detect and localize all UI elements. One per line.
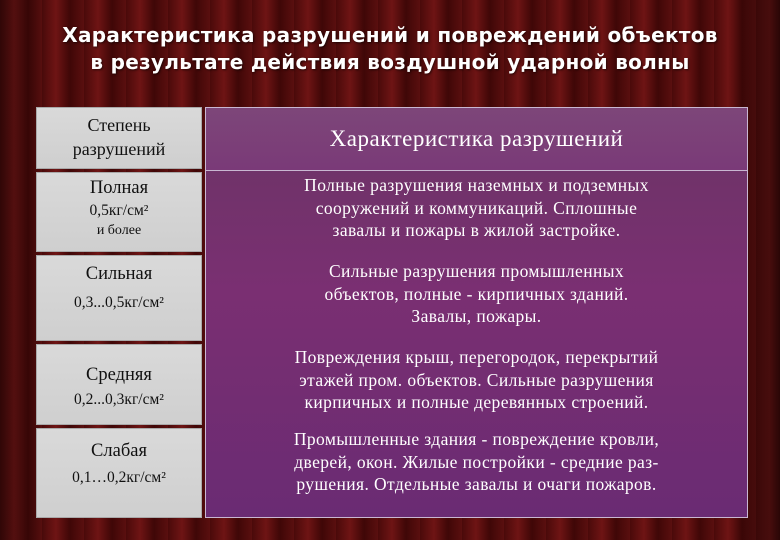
description-line: сооружений и коммуникаций. Сплошные [315, 197, 638, 218]
degree-pressure: 0,5кг/см² [89, 202, 149, 219]
description-line: Промышленные здания - повреждение кровли, [293, 429, 660, 449]
degree-name: Сильная [85, 264, 153, 284]
degree-pressure-extra: и более [96, 223, 142, 238]
slide-title [0, 22, 780, 76]
degree-pressure: 0,2...0,3кг/см² [74, 391, 164, 408]
description-weak [206, 428, 747, 496]
description-medium [206, 346, 747, 414]
degree-name: Полная [89, 178, 149, 198]
slide-title-line-1: Характеристика разрушений и повреждений объектов [62, 23, 718, 47]
degree-cell-medium [36, 344, 202, 425]
description-full [206, 174, 747, 242]
description-line: кирпичных и полные деревянных строений. [304, 392, 649, 412]
header-characteristics-cell [206, 108, 747, 171]
description-line: Повреждения крыш, перегородок, перекрытий [294, 347, 659, 367]
degree-pressure: 0,1…0,2кг/см² [72, 469, 166, 486]
description-line: этажей пром. объектов. Сильные разрушения [299, 369, 654, 390]
description-line: Полные разрушения наземных и подземных [304, 175, 649, 195]
header-degree-line-2: разрушений [72, 139, 166, 159]
degree-name: Слабая [91, 441, 147, 461]
description-line: Завалы, пожары. [411, 306, 542, 326]
header-characteristics: Характеристика разрушений [329, 126, 624, 151]
description-line: объектов, полные - кирпичных зданий. [324, 283, 629, 304]
description-line: дверей, окон. Жилые постройки - средние раз- [294, 451, 659, 472]
degree-name: Средняя [86, 365, 152, 385]
slide-title-line-2: в результате действия воздушной ударной волны [90, 50, 690, 74]
degree-pressure: 0,3...0,5кг/см² [74, 294, 164, 311]
description-line: завалы и пожары в жилой застройке. [332, 220, 621, 240]
header-degree-line-1: Степень [87, 115, 151, 135]
degree-cell-full [36, 172, 202, 252]
description-strong [206, 260, 747, 328]
degree-cell-weak [36, 428, 202, 518]
degree-cell-strong [36, 255, 202, 341]
characteristics-column [205, 107, 748, 518]
header-degree-cell [36, 107, 202, 169]
description-line: рушения. Отдельные завалы и очаги пожаров. [296, 474, 657, 494]
description-line: Сильные разрушения промышленных [328, 261, 625, 281]
